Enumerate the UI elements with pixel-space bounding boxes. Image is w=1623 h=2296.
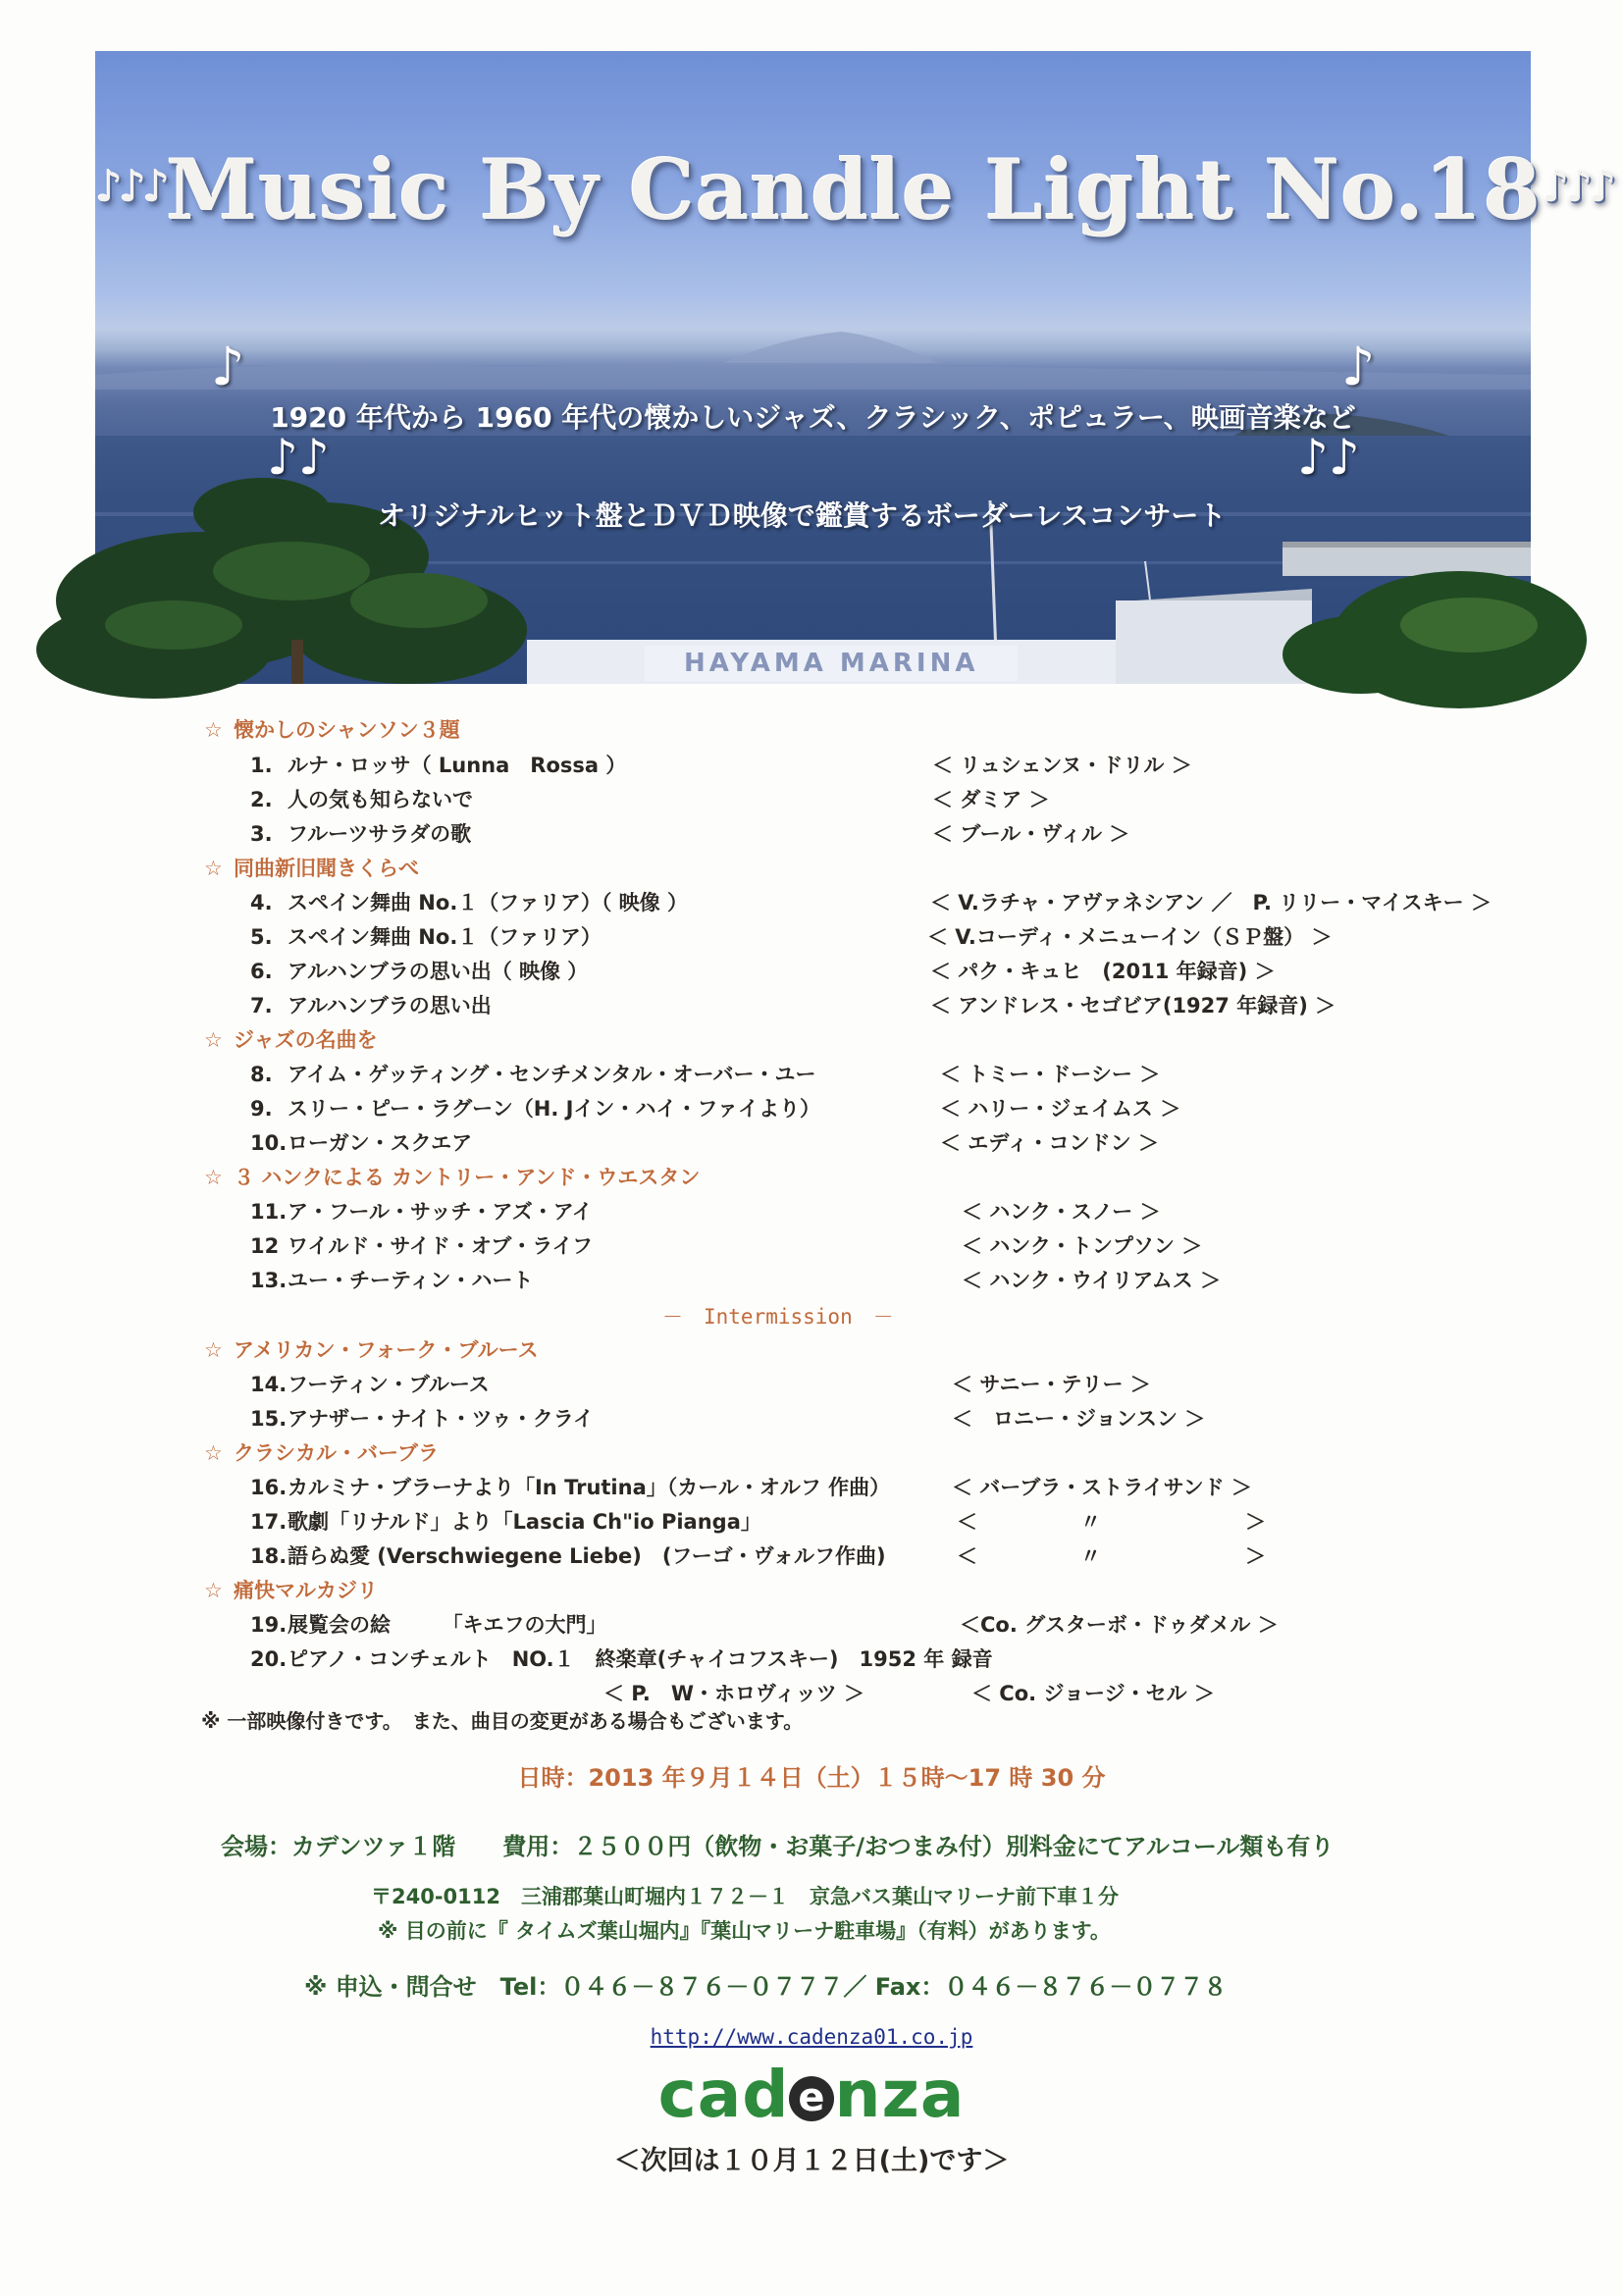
event-subtitle-concept: オリジナルヒット盤とＤＶＤ映像で鑑賞するボーダーレスコンサート	[378, 499, 1227, 532]
header-banner-photo	[95, 51, 1613, 684]
event-date: 日時：2013 年９月１４日（土）１５時～17 時 30 分	[517, 1764, 1106, 1792]
section-heading: ☆ クラシカル・バーブラ	[204, 1441, 439, 1465]
performer: ＜ アンドレス・セゴビア(1927 年録音) ＞	[930, 994, 1336, 1018]
program-item: 18.語らぬ愛 (Verschwiegene Liebe) (フーゴ・ヴォルフ作曲)	[250, 1544, 886, 1568]
program-item: 9. スリー・ピー・ラグーン（H. Jイン・ハイ・ファイより）	[250, 1097, 820, 1121]
performer: ＜Co. グスターボ・ドゥダメル ＞	[960, 1613, 1279, 1637]
section-heading: ☆ ジャズの名曲を	[204, 1028, 378, 1052]
performer: ＜ リュシェンヌ・ドリル ＞	[932, 754, 1192, 777]
performer: ＜ トミー・ドーシー ＞	[940, 1063, 1161, 1086]
marina-sign: HAYAMA MARINA	[645, 646, 1018, 681]
section-heading: ☆ ３ ハンクによる カントリー・アンド・ウエスタン	[204, 1166, 701, 1189]
program-item: 11.ア・フール・サッチ・アズ・アイ	[250, 1200, 593, 1224]
music-note-icon: ♪♪	[1297, 429, 1360, 486]
star-icon: ☆	[204, 1028, 223, 1052]
section-heading: ☆ 痛快マルカジリ	[204, 1579, 378, 1602]
performer: ＜ エディ・コンドン ＞	[940, 1131, 1159, 1155]
star-icon: ☆	[204, 718, 223, 742]
venue-and-fee: 会場：カデンツァ１階 費用：２５００円（飲物・お菓子/おつまみ付）別料金にてアルコール類も有り	[221, 1833, 1335, 1860]
music-note-icon: ♪	[211, 336, 245, 397]
contact-info: ※ 申込・問合せ Tel：０４６－８７６－０７７７／ Fax：０４６－８７６－０７７８	[304, 1973, 1228, 2001]
performer: ＜ ハンク・スノー ＞	[962, 1200, 1161, 1224]
program-item: 3. フルーツサラダの歌	[250, 822, 472, 846]
section-heading: ☆ アメリカン・フォーク・ブルース	[204, 1338, 539, 1362]
music-note-icon: ♪♪♪	[1541, 162, 1613, 212]
program-note: ※ 一部映像付きです。 また、曲目の変更がある場合もございます。	[201, 1709, 804, 1733]
performer: ＜ Co. ジョージ・セル ＞	[971, 1682, 1215, 1705]
music-note-icon: ♪♪	[267, 429, 330, 486]
program-item: 5. スペイン舞曲 No.１（ファリア）	[250, 925, 602, 949]
performer: ＜ ダミア ＞	[932, 788, 1050, 811]
performer: ＜ 〃 ＞	[957, 1544, 1266, 1568]
performer: ＜ サニー・テリー ＞	[952, 1373, 1151, 1396]
event-title	[95, 141, 1613, 238]
intermission-label: － Intermission －	[662, 1305, 894, 1329]
program-item: 14.フーティン・ブルース	[250, 1373, 490, 1396]
performer: ＜ ロニー・ジョンスン ＞	[952, 1407, 1206, 1431]
soloist: ＜ P. W・ホロヴィッツ ＞	[603, 1682, 865, 1705]
next-event: ＜次回は１０月１２日(土)です＞	[613, 2146, 1010, 2176]
program-item: 6. アルハンブラの思い出（ 映像 ）	[250, 960, 589, 983]
event-title-text: Music By Candle Light No.18	[166, 141, 1542, 238]
cadenza-logo: cad e nza	[657, 2057, 966, 2132]
program-item: 15.アナザー・ナイト・ツゥ・クライ	[250, 1407, 595, 1431]
program-item: 4. スペイン舞曲 No.１（ファリア）（ 映像 ）	[250, 891, 688, 914]
performer: ＜ ブール・ヴィル ＞	[932, 822, 1130, 846]
logo-e-badge: e	[789, 2076, 834, 2121]
music-note-icon: ♪	[1341, 336, 1376, 397]
performer: ＜ V.コーディ・メニューイン（ＳＰ盤） ＞	[927, 925, 1333, 949]
address: 〒240-0112 三浦郡葉山町堀内１７２－１ 京急バス葉山マリーナ前下車１分	[371, 1885, 1119, 1908]
performer: ＜ V.ラチャ・アヴァネシアン ／ P. リリー・マイスキー ＞	[930, 891, 1492, 914]
music-note-icon: ♪♪♪	[95, 162, 167, 212]
performer: ＜ 〃 ＞	[957, 1510, 1266, 1534]
star-icon: ☆	[204, 857, 223, 880]
program-item: 20.ピアノ・コンチェルト NO.１ 終楽章(チャイコフスキー) 1952 年 録音	[250, 1647, 993, 1671]
program-item: 8. アイム・ゲッティング・センチメンタル・オーバー・ユー	[250, 1063, 816, 1086]
program-item: 16.カルミナ・ブラーナより「In Trutina」（カール・オルフ 作曲）	[250, 1476, 891, 1499]
star-icon: ☆	[204, 1579, 223, 1602]
parking-note: ※ 目の前に『 タイムズ葉山堀内』『葉山マリーナ駐車場』（有料）があります。	[378, 1919, 1111, 1943]
website-link[interactable]: http://www.cadenza01.co.jp	[650, 2025, 973, 2049]
program-item: 12 ワイルド・サイド・オブ・ライフ	[250, 1234, 594, 1258]
star-icon: ☆	[204, 1166, 223, 1189]
performer: ＜ バーブラ・ストライサンド ＞	[952, 1476, 1252, 1499]
star-icon: ☆	[204, 1338, 223, 1362]
performer: ＜ ハリー・ジェイムス ＞	[940, 1097, 1181, 1121]
event-subtitle-genres: 1920 年代から 1960 年代の懐かしいジャズ、クラシック、ポピュラー、映画音楽など	[270, 401, 1356, 434]
program-item: 1. ルナ・ロッサ（ Lunna Rossa ）	[250, 754, 627, 777]
star-icon: ☆	[204, 1441, 223, 1465]
program-item: 19.展覧会の絵 「キエフの大門」	[250, 1613, 607, 1637]
program-item: 2. 人の気も知らないで	[250, 788, 473, 811]
section-heading: ☆ 同曲新旧聞きくらべ	[204, 857, 419, 880]
performer: ＜ ハンク・ウイリアムス ＞	[962, 1269, 1222, 1292]
program-item: 17.歌劇「リナルド」より「Lascia Ch"io Pianga」	[250, 1510, 761, 1534]
section-heading: ☆ 懐かしのシャンソン３題	[204, 718, 460, 742]
performer: ＜ パク・キュヒ (2011 年録音) ＞	[930, 960, 1276, 983]
performer: ＜ ハンク・トンプソン ＞	[962, 1234, 1203, 1258]
program-item: 10.ローガン・スクエア	[250, 1131, 473, 1155]
program-item: 13.ユー・チーティン・ハート	[250, 1269, 534, 1292]
program-item: 7. アルハンブラの思い出	[250, 994, 492, 1018]
